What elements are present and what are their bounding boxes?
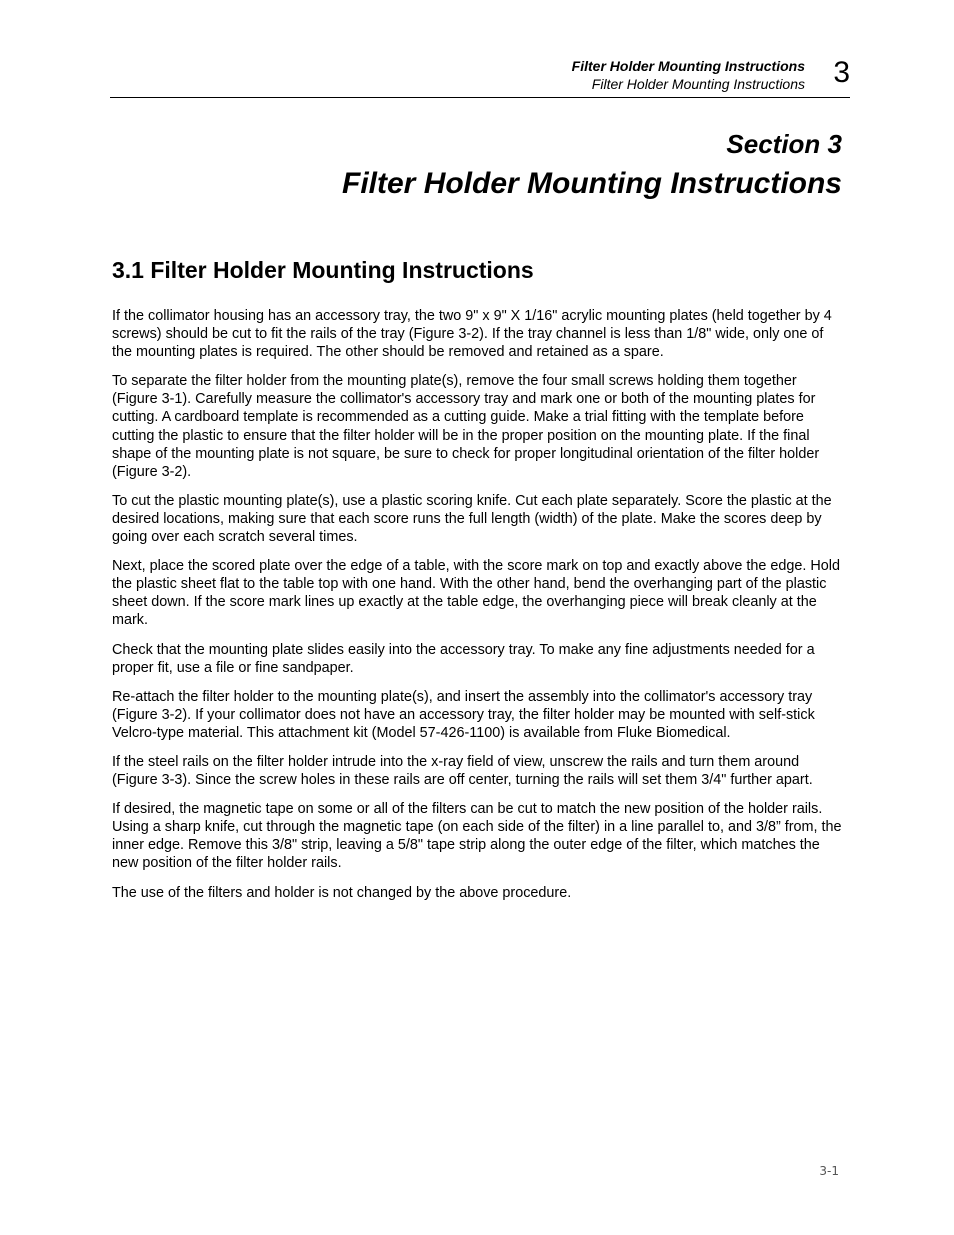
- running-header: [110, 55, 850, 98]
- paragraph-3: To cut the plastic mounting plate(s), use a plastic scoring knife. Cut each plate separately. Score the plastic at the desired locations, making sure that each score runs the full length (width) of the plate. Make the scores deep by going over each scratch several times.: [112, 492, 832, 546]
- body-text: [112, 307, 844, 913]
- paragraph-8: If desired, the magnetic tape on some or all of the filters can be cut to match the new position of the holder rails. Using a sharp knife, cut through the magnetic tape (on each side of the filter) in a line parallel to, and 3/8” from, the inner edge. Remove this 3/8" strip, leaving a 5/8" tape strip along the outer edge of the filter, which matches the new position of the filter holder rails.: [112, 801, 842, 872]
- paragraph-6: Re-attach the filter holder to the mounting plate(s), and insert the assembly into the collimator's accessory tray (Figure 3-2). If your collimator does not have an accessory tray, the filter holder may be mounted with self-stick Velcro-type material. This attachment kit (Model 57-426-1100) is available from Fluke Biomedical.: [112, 688, 815, 741]
- paragraph-7: If the steel rails on the filter holder intrude into the x-ray field of view, unscrew the rails and turn them around (Figure 3-3). Since the screw holes in these rails are off center, turning the rails will set them 3/4" further apart.: [112, 753, 813, 789]
- section-title-block: [110, 126, 842, 206]
- paragraph-2: To separate the filter holder from the mounting plate(s), remove the four small screws holding them together (Figure 3-1). Carefully measure the collimator's accessory tray and mark one or both of the mounting plates for cutting. A cardboard template is recommended as a cutting guide. Make a trial fitting with the template before cutting the plastic to ensure that the filter holder will be in the proper position on the mounting plate. If the final shape of the mounting plate is not square, be sure to check for proper longitudinal orientation of the filter holder (Figure 3-2).: [112, 373, 820, 480]
- chapter-number: 3: [833, 56, 850, 89]
- section-label: Section 3: [726, 129, 842, 159]
- running-header-title: Filter Holder Mounting Instructions: [571, 58, 805, 74]
- subsection-heading: 3.1 Filter Holder Mounting Instructions: [112, 257, 534, 283]
- section-title: Filter Holder Mounting Instructions: [342, 167, 842, 200]
- paragraph-5: Check that the mounting plate slides easily into the accessory tray. To make any fine adjustments needed for a proper fit, use a file or fine sandpaper.: [112, 641, 815, 676]
- paragraph-4: Next, place the scored plate over the edge of a table, with the score mark on top and exactly above the edge. Hold the plastic sheet flat to the table top with one hand. With the other hand, bend the overhanging part of the plastic sheet down. If the score mark lines up exactly at the table edge, the overhanging piece will break cleanly at the mark.: [112, 558, 840, 629]
- page-number: 3-1: [819, 1164, 839, 1178]
- paragraph-1: If the collimator housing has an accessory tray, the two 9" x 9" X 1/16" acrylic mounting plates (held together by 4 screws) should be cut to fit the rails of the tray (Figure 3-2). If the tray channel is less than 1/8" wide, only one of the mounting plates is required. The other should be removed and retained as a spare.: [112, 308, 832, 361]
- paragraph-9: The use of the filters and holder is not changed by the above procedure.: [112, 884, 572, 901]
- running-header-titles: [572, 57, 805, 93]
- running-header-subtitle: Filter Holder Mounting Instructions: [591, 76, 805, 92]
